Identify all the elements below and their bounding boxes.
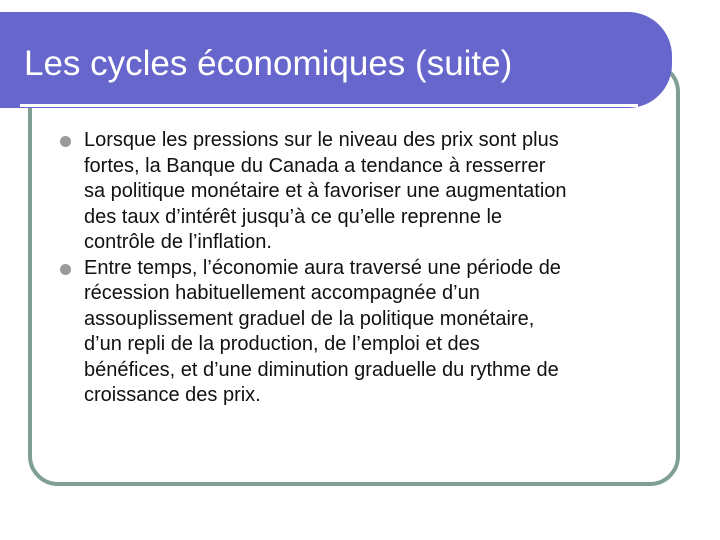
title-underline — [20, 104, 638, 107]
bullet-text-line: d’un repli de la production, de l’emploi et des — [84, 333, 480, 355]
bullet-text-line: Entre temps, l’économie aura traversé une période de — [84, 256, 561, 279]
bullet-list — [60, 128, 665, 409]
bullet-text-line: sa politique monétaire et à favoriser une augmentation — [84, 180, 567, 202]
bullet-dot-icon — [60, 264, 71, 275]
bullet-text-line: bénéfices, et d’une diminution graduelle du rythme de — [84, 358, 559, 381]
bullet-item — [60, 256, 665, 409]
bullet-item — [60, 128, 665, 256]
bullet-text-line: récession habituellement accompagnée d’un — [84, 282, 480, 304]
bullet-text-line: Lorsque les pressions sur le niveau des prix sont plus — [84, 129, 559, 151]
bullet-text-line: assouplissement graduel de la politique monétaire, — [84, 307, 535, 330]
slide-title: Les cycles économiques (suite) — [24, 44, 513, 83]
bullet-text-line: croissance des prix. — [84, 384, 261, 406]
bullet-text-line: des taux d’intérêt jusqu’à ce qu’elle reprenne le — [84, 205, 503, 228]
bullet-dot-icon — [60, 136, 71, 147]
bullet-text-line: contrôle de l’inflation. — [84, 231, 272, 253]
bullet-text-line: fortes, la Banque du Canada a tendance à resserrer — [84, 154, 546, 177]
title-bar — [0, 12, 672, 108]
